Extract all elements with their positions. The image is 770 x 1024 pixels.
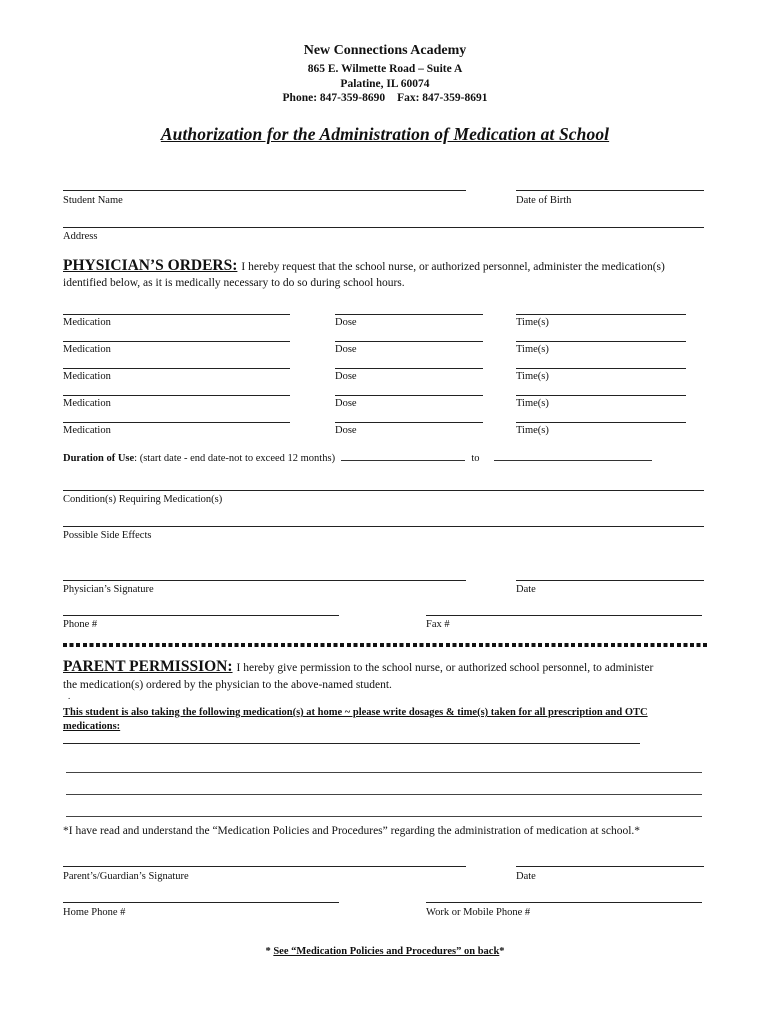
footer-note (0, 946, 770, 957)
duration-start-field[interactable] (341, 452, 465, 461)
side-effects-label: Possible Side Effects (63, 530, 152, 541)
physician-phone-field[interactable] (63, 615, 339, 616)
address-field[interactable] (63, 227, 704, 228)
footer-prefix: * (265, 946, 274, 957)
dose-label-4: Dose (335, 398, 357, 409)
medication-label-5: Medication (63, 425, 111, 436)
duration-label: Duration of Use (63, 453, 135, 464)
dose-field-3[interactable] (335, 368, 483, 369)
times-label-4: Time(s) (516, 398, 549, 409)
dose-field-2[interactable] (335, 341, 483, 342)
footer-note-text: See “Medication Policies and Procedures” on back (273, 946, 500, 957)
home-phone-label: Home Phone # (63, 907, 126, 918)
home-medications-line-3[interactable] (66, 794, 702, 795)
physician-orders-heading: PHYSICIAN’S ORDERS: (63, 257, 238, 274)
parent-permission-heading: PARENT PERMISSION: (63, 658, 233, 675)
acknowledgement-text: *I have read and understand the “Medication Policies and Procedures” regarding the administration of medication at school.* (63, 825, 641, 837)
times-label-2: Time(s) (516, 344, 549, 355)
parent-date-label: Date (516, 871, 536, 882)
home-medications-line-2[interactable] (66, 772, 702, 773)
medication-label-4: Medication (63, 398, 111, 409)
dose-field-4[interactable] (335, 395, 483, 396)
school-phone: Phone: 847-359-8690 (282, 92, 386, 104)
duration-of-use (63, 452, 652, 464)
address-label: Address (63, 231, 98, 242)
dose-label-2: Dose (335, 344, 357, 355)
dose-label-3: Dose (335, 371, 357, 382)
home-phone-field[interactable] (63, 902, 339, 903)
school-name: New Connections Academy (303, 43, 467, 58)
conditions-label: Condition(s) Requiring Medication(s) (63, 494, 223, 505)
student-name-field[interactable] (63, 190, 466, 191)
times-field-2[interactable] (516, 341, 686, 342)
physician-orders-intro (63, 258, 665, 275)
medication-field-5[interactable] (63, 422, 290, 423)
dose-field-5[interactable] (335, 422, 483, 423)
medication-field-1[interactable] (63, 314, 290, 315)
duration-note: : (start date - end date-not to exceed 12 months) (134, 453, 336, 464)
physician-orders-text: I hereby request that the school nurse, or authorized personnel, administer the medication(s) (241, 261, 665, 273)
dose-label-1: Dose (335, 317, 357, 328)
form-title: Authorization for the Administration of Medication at School (160, 124, 610, 144)
medication-label-3: Medication (63, 371, 111, 382)
work-phone-label: Work or Mobile Phone # (426, 907, 531, 918)
parent-permission-intro (63, 659, 653, 676)
parent-signature-label: Parent’s/Guardian’s Signature (63, 871, 189, 882)
medication-label-1: Medication (63, 317, 111, 328)
medication-field-3[interactable] (63, 368, 290, 369)
times-field-3[interactable] (516, 368, 686, 369)
times-label-5: Time(s) (516, 425, 549, 436)
side-effects-field[interactable] (63, 526, 704, 527)
medication-field-4[interactable] (63, 395, 290, 396)
home-medications-note: This student is also taking the following medication(s) at home ~ please write dosages & time(s) taken for all prescription and OTC medications: (63, 707, 648, 732)
times-field-4[interactable] (516, 395, 686, 396)
medication-field-2[interactable] (63, 341, 290, 342)
student-name-label: Student Name (63, 195, 123, 206)
section-separator (63, 643, 707, 647)
physician-phone-label: Phone # (63, 619, 98, 630)
physician-signature-label: Physician’s Signature (63, 584, 154, 595)
times-field-5[interactable] (516, 422, 686, 423)
school-contact (0, 92, 770, 104)
school-fax: Fax: 847-359-8691 (397, 92, 488, 104)
physician-date-label: Date (516, 584, 536, 595)
physician-fax-label: Fax # (426, 619, 450, 630)
school-city: Palatine, IL 60074 (340, 78, 430, 90)
duration-end-field[interactable] (494, 452, 652, 461)
parent-permission-text: I hereby give permission to the school nurse, or authorized school personnel, to administer (236, 662, 654, 674)
physician-fax-field[interactable] (426, 615, 702, 616)
dose-label-5: Dose (335, 425, 357, 436)
parent-date-field[interactable] (516, 866, 704, 867)
times-label-3: Time(s) (516, 371, 549, 382)
home-medications-line-4[interactable] (66, 816, 702, 817)
footer-suffix: * (499, 946, 505, 957)
duration-to-text: to (471, 453, 480, 464)
parent-signature-field[interactable] (63, 866, 466, 867)
conditions-field[interactable] (63, 490, 704, 491)
medication-label-2: Medication (63, 344, 111, 355)
stray-dot: . (68, 691, 71, 701)
date-of-birth-field[interactable] (516, 190, 704, 191)
physician-date-field[interactable] (516, 580, 704, 581)
times-field-1[interactable] (516, 314, 686, 315)
date-of-birth-label: Date of Birth (516, 195, 572, 206)
work-phone-field[interactable] (426, 902, 702, 903)
physician-orders-text-2: identified below, as it is medically necessary to do so during school hours. (63, 277, 405, 289)
home-medications-line-1[interactable] (63, 743, 640, 744)
school-address: 865 E. Wilmette Road – Suite A (307, 63, 463, 75)
dose-field-1[interactable] (335, 314, 483, 315)
times-label-1: Time(s) (516, 317, 549, 328)
physician-signature-field[interactable] (63, 580, 466, 581)
parent-permission-text-2: the medication(s) ordered by the physician to the above-named student. (63, 679, 392, 691)
